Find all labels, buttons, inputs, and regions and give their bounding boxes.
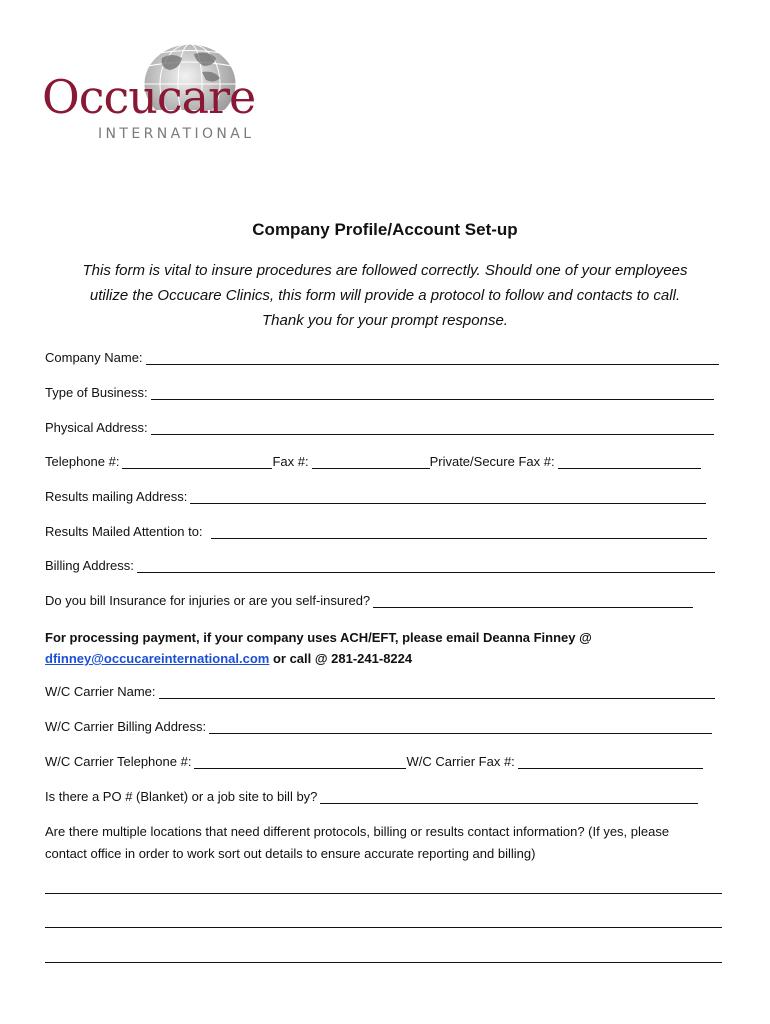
physical-address-label: Physical Address: xyxy=(45,420,148,435)
intro-line: utilize the Occucare Clinics, this form will provide a protocol to follow and contacts to call. xyxy=(89,287,681,304)
occucare-logo xyxy=(42,44,272,148)
payment-notice-contact xyxy=(45,648,592,669)
answer-line-3[interactable] xyxy=(45,962,722,963)
wc-carrier-billing-field[interactable] xyxy=(209,721,712,734)
bill-insurance-field[interactable] xyxy=(373,595,693,608)
fax-field[interactable] xyxy=(312,456,430,469)
telephone-fax-row xyxy=(45,453,701,469)
wc-carrier-fax-field[interactable] xyxy=(518,756,703,769)
company-name-label: Company Name: xyxy=(45,350,143,365)
results-attention-field[interactable] xyxy=(211,526,707,539)
wc-carrier-billing-row xyxy=(45,718,712,734)
type-of-business-row xyxy=(45,384,714,400)
po-number-row xyxy=(45,788,698,804)
type-of-business-field[interactable] xyxy=(151,387,714,400)
multiple-locations-line: Are there multiple locations that need different protocols, billing or results contact information? (If yes, please xyxy=(45,824,670,839)
billing-address-row xyxy=(45,557,715,573)
billing-address-field[interactable] xyxy=(137,560,715,573)
wc-carrier-telephone-field[interactable] xyxy=(194,756,406,769)
results-mailing-field[interactable] xyxy=(190,491,706,504)
logo-subtitle-text: INTERNATIONAL xyxy=(98,126,255,142)
wc-carrier-name-field[interactable] xyxy=(159,686,715,699)
results-attention-label: Results Mailed Attention to: xyxy=(45,524,203,539)
wc-carrier-fax-label: W/C Carrier Fax #: xyxy=(406,754,515,769)
bill-insurance-label: Do you bill Insurance for injuries or are you self-insured? xyxy=(45,593,371,608)
results-mailing-label: Results mailing Address: xyxy=(45,489,188,504)
page-title: Company Profile/Account Set-up xyxy=(252,220,518,239)
answer-line-1[interactable] xyxy=(45,893,722,894)
fax-label: Fax #: xyxy=(272,454,309,469)
private-fax-field[interactable] xyxy=(558,456,701,469)
po-number-field[interactable] xyxy=(320,791,698,804)
type-of-business-label: Type of Business: xyxy=(45,385,148,400)
multiple-locations-line: contact office in order to work sort out details to ensure accurate reporting and billing) xyxy=(45,846,536,861)
po-number-label: Is there a PO # (Blanket) or a job site to bill by? xyxy=(45,789,318,804)
multiple-locations-question xyxy=(45,821,735,865)
company-name-field[interactable] xyxy=(146,352,719,365)
wc-carrier-phone-fax-row xyxy=(45,753,703,769)
physical-address-field[interactable] xyxy=(151,422,714,435)
results-mailing-row xyxy=(45,488,706,504)
telephone-label: Telephone #: xyxy=(45,454,120,469)
intro-line: This form is vital to insure procedures are followed correctly. Should one of your employees xyxy=(82,262,688,279)
wc-carrier-telephone-label: W/C Carrier Telephone #: xyxy=(45,754,192,769)
payment-notice-line: For processing payment, if your company uses ACH/EFT, please email Deanna Finney @ xyxy=(45,630,592,645)
billing-address-label: Billing Address: xyxy=(45,558,134,573)
logo-brand-text: Occucare xyxy=(42,70,256,124)
intro-paragraph xyxy=(40,258,730,333)
wc-carrier-name-row xyxy=(45,683,715,699)
email-link[interactable]: dfinney@occucareinternational.com xyxy=(45,651,270,666)
company-name-row xyxy=(45,349,719,365)
wc-carrier-name-label: W/C Carrier Name: xyxy=(45,684,156,699)
physical-address-row xyxy=(45,419,714,435)
intro-line: Thank you for your prompt response. xyxy=(262,312,508,329)
bill-insurance-row xyxy=(45,592,693,608)
telephone-field[interactable] xyxy=(122,456,272,469)
results-attention-row xyxy=(45,523,707,539)
payment-notice xyxy=(45,627,592,669)
answer-line-2[interactable] xyxy=(45,927,722,928)
wc-carrier-billing-label: W/C Carrier Billing Address: xyxy=(45,719,207,734)
private-fax-label: Private/Secure Fax #: xyxy=(429,454,555,469)
phone-text: or call @ 281-241-8224 xyxy=(269,651,413,666)
